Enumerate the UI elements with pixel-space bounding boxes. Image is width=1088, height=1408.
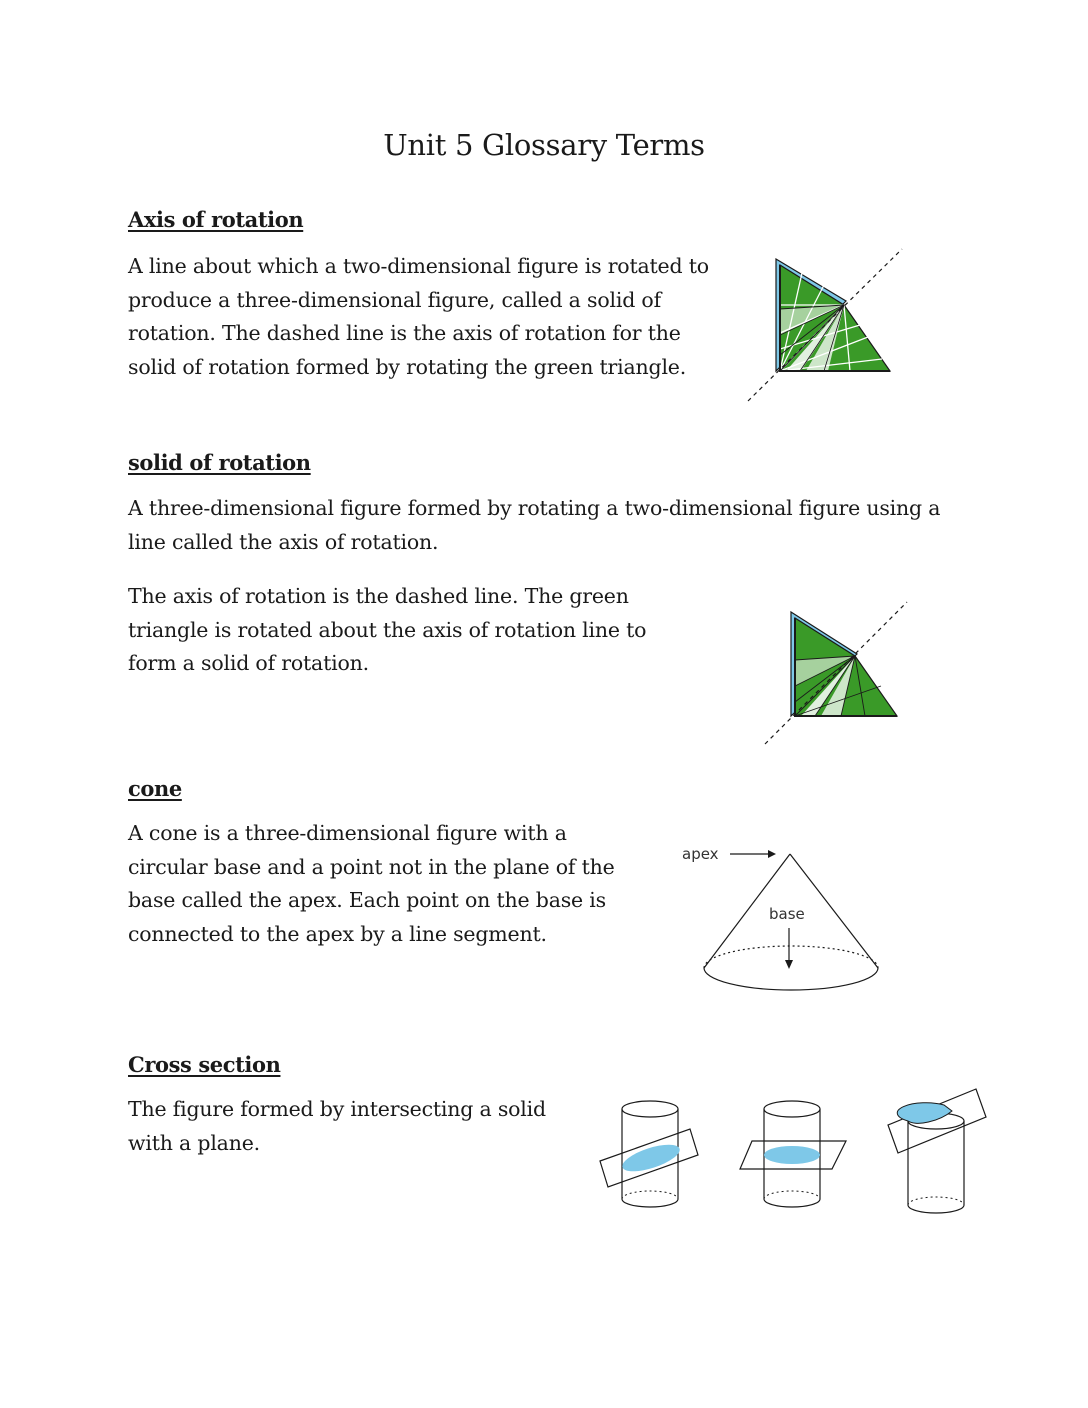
heading-solid-of-rotation: solid of rotation	[128, 450, 311, 475]
cross-section-top-figure	[884, 1085, 994, 1220]
cone-definition: A cone is a three-dimensional figure with a circular base and a point not in the plane of the base called the apex. Each point on the base is connected to the apex by a line segment.	[128, 821, 615, 946]
cross-section-tilted-figure	[596, 1095, 706, 1215]
solid-of-rotation-description: The axis of rotation is the dashed line. The green triangle is rotated about the axis of rotation line to form a solid of rotation.	[128, 584, 647, 675]
base-label: base	[769, 905, 805, 923]
axis-of-rotation-definition: A line about which a two-dimensional figure is rotated to produce a three-dimensional figure, called a solid of rotation. The dashed line is the axis of rotation for the solid of rotation formed by rotating the green triangle.	[128, 254, 709, 379]
heading-axis-of-rotation: Axis of rotation	[128, 207, 304, 232]
page-title: Unit 5 Glossary Terms	[383, 128, 705, 162]
apex-label: apex	[682, 845, 719, 863]
cross-section-definition: The figure formed by intersecting a solid with a plane.	[128, 1097, 546, 1155]
heading-cross-section: Cross section	[128, 1052, 281, 1077]
axis-rotation-figure	[740, 245, 910, 405]
cross-section-horizontal-figure	[738, 1095, 850, 1215]
heading-cone: cone	[128, 776, 182, 801]
cone-figure	[672, 838, 892, 998]
solid-of-rotation-definition: A three-dimensional figure formed by rotating a two-dimensional figure using a line called the axis of rotation.	[128, 496, 941, 554]
solid-of-rotation-figure	[755, 600, 915, 750]
